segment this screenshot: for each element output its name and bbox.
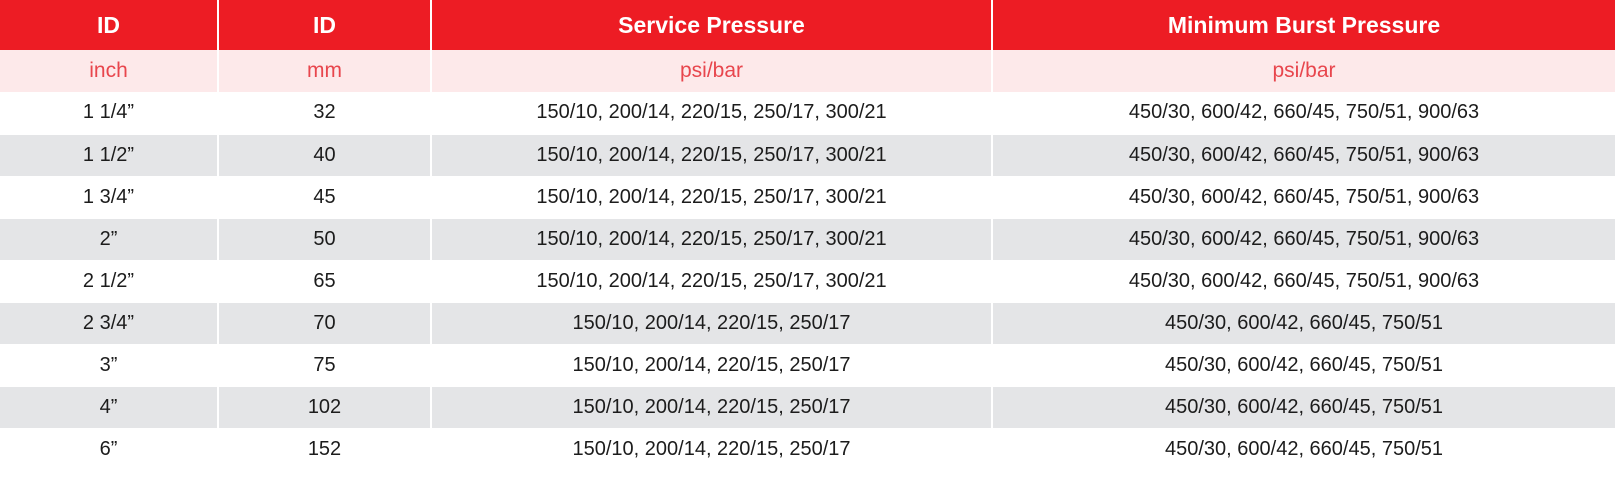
table-header-main-row xyxy=(0,0,1615,50)
cell-id-mm: 40 xyxy=(218,134,431,176)
cell-id-inch: 2 3/4” xyxy=(0,302,218,344)
table-body xyxy=(0,92,1615,470)
cell-burst-pressure: 450/30, 600/42, 660/45, 750/51 xyxy=(992,428,1615,470)
cell-service-pressure: 150/10, 200/14, 220/15, 250/17 xyxy=(431,428,992,470)
table-row xyxy=(0,134,1615,176)
cell-burst-pressure: 450/30, 600/42, 660/45, 750/51 xyxy=(992,386,1615,428)
cell-service-pressure: 150/10, 200/14, 220/15, 250/17 xyxy=(431,302,992,344)
cell-burst-pressure: 450/30, 600/42, 660/45, 750/51 xyxy=(992,302,1615,344)
table-row xyxy=(0,344,1615,386)
table-row xyxy=(0,92,1615,134)
cell-id-mm: 50 xyxy=(218,218,431,260)
cell-burst-pressure: 450/30, 600/42, 660/45, 750/51, 900/63 xyxy=(992,218,1615,260)
cell-id-mm: 65 xyxy=(218,260,431,302)
table-row xyxy=(0,260,1615,302)
table-row xyxy=(0,386,1615,428)
table-row xyxy=(0,176,1615,218)
cell-burst-pressure: 450/30, 600/42, 660/45, 750/51, 900/63 xyxy=(992,92,1615,134)
cell-id-inch: 1 1/4” xyxy=(0,92,218,134)
cell-service-pressure: 150/10, 200/14, 220/15, 250/17 xyxy=(431,386,992,428)
table-header-sub-row xyxy=(0,50,1615,92)
column-subheader-mm: mm xyxy=(218,50,431,92)
cell-service-pressure: 150/10, 200/14, 220/15, 250/17, 300/21 xyxy=(431,176,992,218)
cell-id-mm: 75 xyxy=(218,344,431,386)
column-header-service-pressure: Service Pressure xyxy=(431,0,992,50)
cell-id-inch: 2 1/2” xyxy=(0,260,218,302)
cell-service-pressure: 150/10, 200/14, 220/15, 250/17, 300/21 xyxy=(431,92,992,134)
table-row xyxy=(0,218,1615,260)
cell-id-inch: 1 1/2” xyxy=(0,134,218,176)
column-subheader-service-units: psi/bar xyxy=(431,50,992,92)
cell-id-inch: 3” xyxy=(0,344,218,386)
column-header-id-mm: ID xyxy=(218,0,431,50)
cell-id-mm: 70 xyxy=(218,302,431,344)
cell-service-pressure: 150/10, 200/14, 220/15, 250/17 xyxy=(431,344,992,386)
table-header xyxy=(0,0,1615,92)
cell-service-pressure: 150/10, 200/14, 220/15, 250/17, 300/21 xyxy=(431,134,992,176)
column-header-minimum-burst-pressure: Minimum Burst Pressure xyxy=(992,0,1615,50)
column-subheader-burst-units: psi/bar xyxy=(992,50,1615,92)
cell-burst-pressure: 450/30, 600/42, 660/45, 750/51, 900/63 xyxy=(992,134,1615,176)
cell-id-inch: 2” xyxy=(0,218,218,260)
cell-service-pressure: 150/10, 200/14, 220/15, 250/17, 300/21 xyxy=(431,218,992,260)
table-row xyxy=(0,302,1615,344)
cell-burst-pressure: 450/30, 600/42, 660/45, 750/51 xyxy=(992,344,1615,386)
cell-service-pressure: 150/10, 200/14, 220/15, 250/17, 300/21 xyxy=(431,260,992,302)
cell-id-mm: 32 xyxy=(218,92,431,134)
column-header-id-inch: ID xyxy=(0,0,218,50)
cell-id-mm: 152 xyxy=(218,428,431,470)
cell-id-inch: 4” xyxy=(0,386,218,428)
cell-id-mm: 45 xyxy=(218,176,431,218)
column-subheader-inch: inch xyxy=(0,50,218,92)
cell-id-mm: 102 xyxy=(218,386,431,428)
cell-burst-pressure: 450/30, 600/42, 660/45, 750/51, 900/63 xyxy=(992,260,1615,302)
table-row xyxy=(0,428,1615,470)
cell-burst-pressure: 450/30, 600/42, 660/45, 750/51, 900/63 xyxy=(992,176,1615,218)
cell-id-inch: 1 3/4” xyxy=(0,176,218,218)
cell-id-inch: 6” xyxy=(0,428,218,470)
